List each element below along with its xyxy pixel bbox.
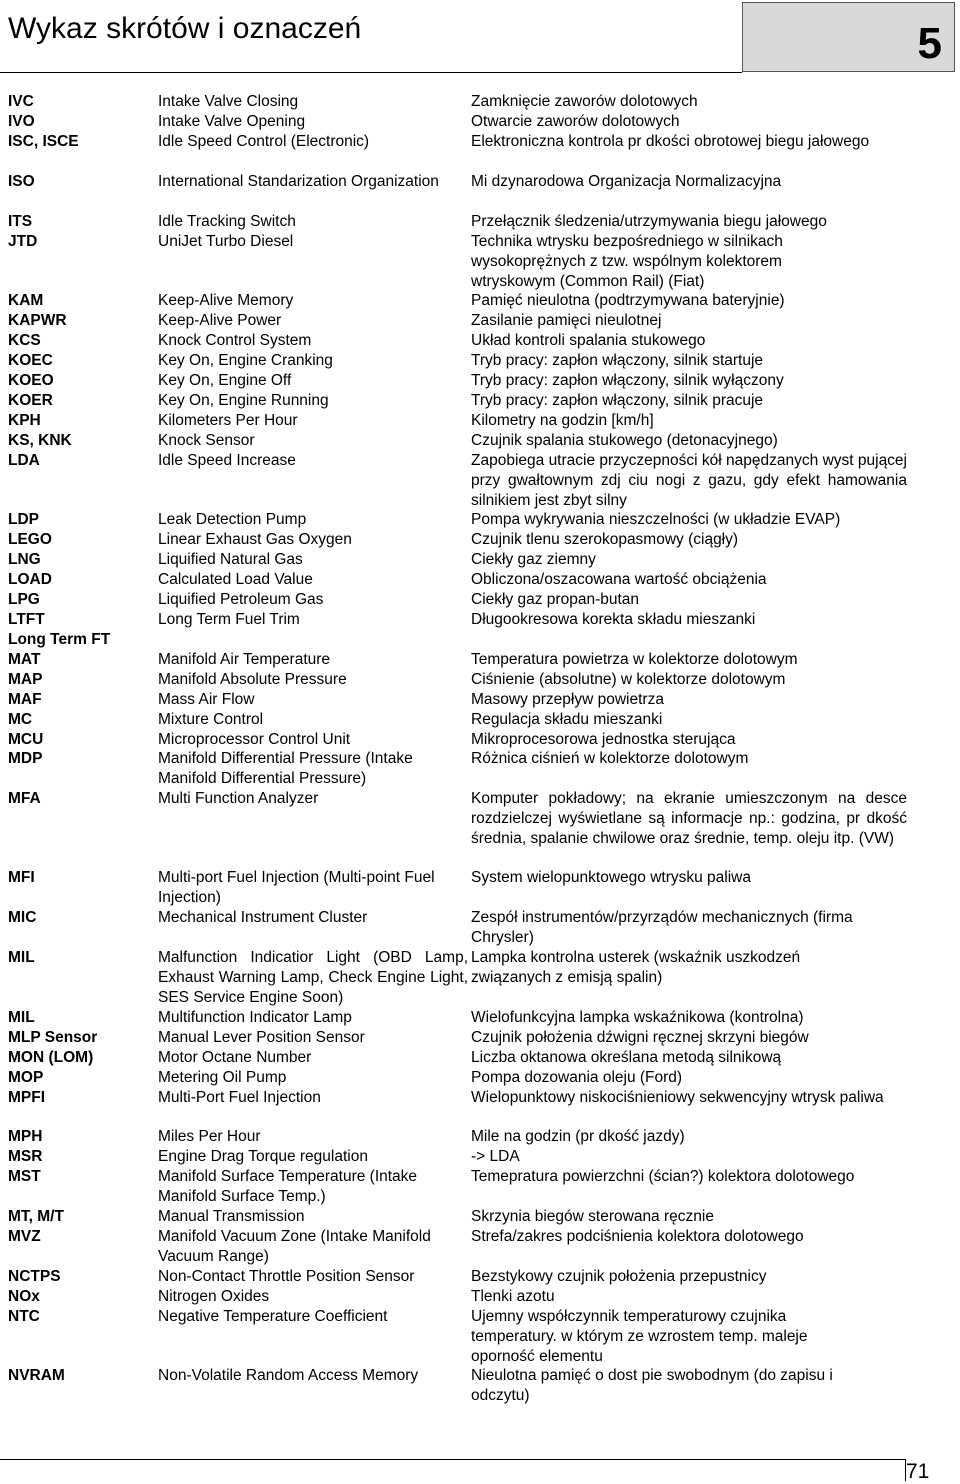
polish-description: Ciekły gaz ziemny (471, 551, 596, 568)
page-number: 71 (906, 1460, 930, 1483)
abbreviation: NOx (8, 1288, 40, 1305)
english-term: Manifold Air Temperature (158, 651, 331, 668)
abbreviation: MT, M/T (8, 1208, 64, 1225)
polish-description: Liczba oktanowa określana metodą silnikową (471, 1049, 782, 1066)
english-term: Knock Control System (158, 332, 312, 349)
abbreviation: LDP (8, 511, 39, 528)
english-term: International Standarization Organization (158, 173, 439, 190)
abbreviation: LTFT (8, 611, 45, 628)
english-term: Manifold Absolute Pressure (158, 671, 347, 688)
polish-description: Ciekły gaz propan-butan (471, 591, 640, 608)
abbreviation: MAT (8, 651, 41, 668)
abbreviation: MAF (8, 691, 42, 708)
polish-description: Zamknięcie zaworów dolotowych (471, 93, 698, 110)
polish-description: Ciśnienie (absolutne) w kolektorze dolotowym (471, 671, 786, 688)
abbreviation: MAP (8, 671, 43, 688)
english-term: Multi-Port Fuel Injection (158, 1089, 321, 1106)
polish-description: Elektroniczna kontrola pr dkości obrotowej biegu jałowego (471, 133, 870, 150)
abbreviation: MIC (8, 909, 37, 926)
abbreviation: KOER (8, 392, 53, 409)
abbreviation: LEGO (8, 531, 52, 548)
english-term: Manifold Surface Temperature (Intake Manifold Surface Temp.) (158, 1168, 418, 1205)
english-term: Non-Volatile Random Access Memory (158, 1367, 419, 1384)
polish-description: Długookresowa korekta składu mieszanki (471, 611, 756, 628)
polish-description: -> LDA (471, 1148, 520, 1165)
polish-description: Pompa dozowania oleju (Ford) (471, 1069, 683, 1086)
abbreviation: LOAD (8, 571, 52, 588)
abbreviation: MVZ (8, 1228, 41, 1245)
english-term: Manual Lever Position Sensor (158, 1029, 365, 1046)
abbreviation: LNG (8, 551, 41, 568)
polish-description: Pamięć nieulotna (podtrzymywana bateryjnie) (471, 292, 785, 309)
abbreviation: MSR (8, 1148, 43, 1165)
polish-description: Skrzynia biegów sterowana ręcznie (471, 1208, 714, 1225)
abbreviation: LDA (8, 452, 40, 469)
abbreviation: MOP (8, 1069, 44, 1086)
english-term: Linear Exhaust Gas Oxygen (158, 531, 352, 548)
abbreviation: NVRAM (8, 1367, 65, 1384)
polish-description: Czujnik spalania stukowego (detonacyjnego) (471, 432, 778, 449)
polish-description: Mile na godzin (pr dkość jazdy) (471, 1128, 685, 1145)
polish-description: Regulacja składu mieszanki (471, 711, 663, 728)
abbreviation: MFI (8, 869, 35, 886)
polish-description: Zespół instrumentów/przyrządów mechanicznych (firma Chrysler) (471, 909, 853, 946)
abbreviation: MFA (8, 790, 41, 807)
english-term: Miles Per Hour (158, 1128, 261, 1145)
english-term: Multi-port Fuel Injection (Multi-point Fuel Injection) (158, 869, 435, 906)
abbreviation: MON (LOM) (8, 1049, 94, 1066)
polish-description: Ujemny współczynnik temperaturowy czujnika temperatury. w którym ze wzrostem temp. maleje oporność elementu (471, 1308, 808, 1365)
english-term: Liquified Petroleum Gas (158, 591, 324, 608)
abbreviation: ISO (8, 173, 35, 190)
english-term: Metering Oil Pump (158, 1069, 287, 1086)
chapter-tab (742, 2, 955, 72)
abbreviation: MPH (8, 1128, 43, 1145)
abbreviation: KOEO (8, 372, 54, 389)
polish-description: Układ kontroli spalania stukowego (471, 332, 706, 349)
polish-description: Zapobiega utracie przyczepności kół napędzanych wyst pującej przy gwałtownym zdj ciu nogi z gazu, gdy efekt hamowania silnikiem jest zbyt silny (471, 452, 907, 509)
english-term: Manifold Vacuum Zone (Intake Manifold Vacuum Range) (158, 1228, 431, 1265)
abbreviation: ISC, ISCE (8, 133, 79, 150)
abbreviation: MIL (8, 1009, 35, 1026)
english-term: Mixture Control (158, 711, 264, 728)
polish-description: Lampka kontrolna usterek (wskaźnik uszkodzeń związanych z emisją spalin) (471, 949, 801, 986)
polish-description: Technika wtrysku bezpośredniego w silnikach wysokoprężnych z tzw. wspólnym kolektorem wtryskowym (Common Rail) (Fiat) (471, 233, 783, 290)
abbreviation: KAM (8, 292, 44, 309)
english-term: Manual Transmission (158, 1208, 305, 1225)
english-term: Malfunction Indicatior Light (OBD Lamp, Exhaust Warning Lamp, Check Engine Light, SES Service Engine Soon) (158, 949, 468, 1006)
polish-description: Obliczona/oszacowana wartość obciążenia (471, 571, 767, 588)
english-term: Idle Speed Increase (158, 452, 296, 469)
polish-description: Temperatura powietrza w kolektorze dolotowym (471, 651, 798, 668)
abbreviation: IVO (8, 113, 35, 130)
english-term: Liquified Natural Gas (158, 551, 303, 568)
english-term: Engine Drag Torque regulation (158, 1148, 368, 1165)
english-term: Negative Temperature Coefficient (158, 1308, 388, 1325)
polish-description: Strefa/zakres podciśnienia kolektora dolotowego (471, 1228, 804, 1245)
english-term: Keep-Alive Power (158, 312, 282, 329)
english-term: Motor Octane Number (158, 1049, 312, 1066)
abbreviation: IVC (8, 93, 34, 110)
abbreviation: KPH (8, 412, 41, 429)
chapter-number: 5 (917, 19, 942, 68)
polish-description: Różnica ciśnień w kolektorze dolotowym (471, 750, 749, 767)
polish-description: Tryb pracy: zapłon włączony, silnik pracuje (471, 392, 764, 409)
english-term: Calculated Load Value (158, 571, 313, 588)
english-term: Idle Speed Control (Electronic) (158, 133, 370, 150)
abbreviation: MC (8, 711, 33, 728)
polish-description: Wielofunkcyjna lampka wskaźnikowa (kontrolna) (471, 1009, 804, 1026)
abbreviation: KS, KNK (8, 432, 72, 449)
polish-description: Tlenki azotu (471, 1288, 555, 1305)
polish-description: Czujnik tlenu szerokopasmowy (ciągły) (471, 531, 739, 548)
polish-description: Nieulotna pamięć o dost pie swobodnym (do zapisu i odczytu) (471, 1367, 833, 1404)
english-term: Knock Sensor (158, 432, 255, 449)
english-term: Multifunction Indicator Lamp (158, 1009, 352, 1026)
abbreviation: JTD (8, 233, 38, 250)
english-term: UniJet Turbo Diesel (158, 233, 294, 250)
english-term: Key On, Engine Off (158, 372, 292, 389)
english-term: Mass Air Flow (158, 691, 255, 708)
polish-description: Zasilanie pamięci nieulotnej (471, 312, 662, 329)
polish-description: Otwarcie zaworów dolotowych (471, 113, 680, 130)
abbreviation: MDP (8, 750, 43, 767)
polish-description: Temepratura powierzchni (ścian?) kolektora dolotowego (471, 1168, 855, 1185)
english-term: Key On, Engine Cranking (158, 352, 333, 369)
polish-description: Tryb pracy: zapłon włączony, silnik wyłączony (471, 372, 784, 389)
abbreviation: MCU (8, 731, 44, 748)
english-term: Idle Tracking Switch (158, 213, 296, 230)
polish-description: Pompa wykrywania nieszczelności (w układzie EVAP) (471, 511, 841, 528)
polish-description: Czujnik położenia dźwigni ręcznej skrzyni biegów (471, 1029, 809, 1046)
header-divider (0, 72, 742, 73)
footer-divider (0, 1459, 905, 1460)
english-term: Multi Function Analyzer (158, 790, 319, 807)
english-term: Long Term Fuel Trim (158, 611, 300, 628)
english-term: Nitrogen Oxides (158, 1288, 270, 1305)
polish-description: Mikroprocesorowa jednostka sterująca (471, 731, 736, 748)
english-term: Manifold Differential Pressure (Intake Manifold Differential Pressure) (158, 750, 413, 787)
english-term: Non-Contact Throttle Position Sensor (158, 1268, 415, 1285)
english-term: Intake Valve Opening (158, 113, 306, 130)
abbreviation: ITS (8, 213, 33, 230)
english-term: Microprocessor Control Unit (158, 731, 351, 748)
english-term: Key On, Engine Running (158, 392, 329, 409)
english-term: Kilometers Per Hour (158, 412, 298, 429)
polish-description: Masowy przepływ powietrza (471, 691, 664, 708)
english-term: Keep-Alive Memory (158, 292, 294, 309)
polish-description: Komputer pokładowy; na ekranie umieszczonym na desce rozdzielczej wyświetlane są informacje np.: godzina, pr dkość średnia, spalanie chwilowe oraz średnie, temp. oleju itp. (VW) (471, 790, 907, 847)
abbreviation: MST (8, 1168, 41, 1185)
polish-description: Mi dzynarodowa Organizacja Normalizacyjna (471, 173, 782, 190)
abbreviation: NTC (8, 1308, 40, 1325)
polish-description: Kilometry na godzin [km/h] (471, 412, 654, 429)
abbreviation: MPFI (8, 1089, 46, 1106)
abbreviation: LPG (8, 591, 40, 608)
polish-description: Bezstykowy czujnik położenia przepustnicy (471, 1268, 767, 1285)
abbreviation: Long Term FT (8, 631, 111, 648)
english-term: Mechanical Instrument Cluster (158, 909, 368, 926)
english-term: Leak Detection Pump (158, 511, 307, 528)
page-title: Wykaz skrótów i oznaczeń (8, 12, 362, 45)
abbreviation: NCTPS (8, 1268, 61, 1285)
polish-description: System wielopunktowego wtrysku paliwa (471, 869, 751, 886)
abbreviation: MLP Sensor (8, 1029, 98, 1046)
polish-description: Wielopunktowy niskociśnieniowy sekwencyjny wtrysk paliwa (471, 1089, 884, 1106)
abbreviation: KAPWR (8, 312, 67, 329)
polish-description: Tryb pracy: zapłon włączony, silnik startuje (471, 352, 764, 369)
english-term: Intake Valve Closing (158, 93, 299, 110)
polish-description: Przełącznik śledzenia/utrzymywania biegu jałowego (471, 213, 827, 230)
abbreviation: KOEC (8, 352, 53, 369)
abbreviation: KCS (8, 332, 41, 349)
abbreviation: MIL (8, 949, 35, 966)
